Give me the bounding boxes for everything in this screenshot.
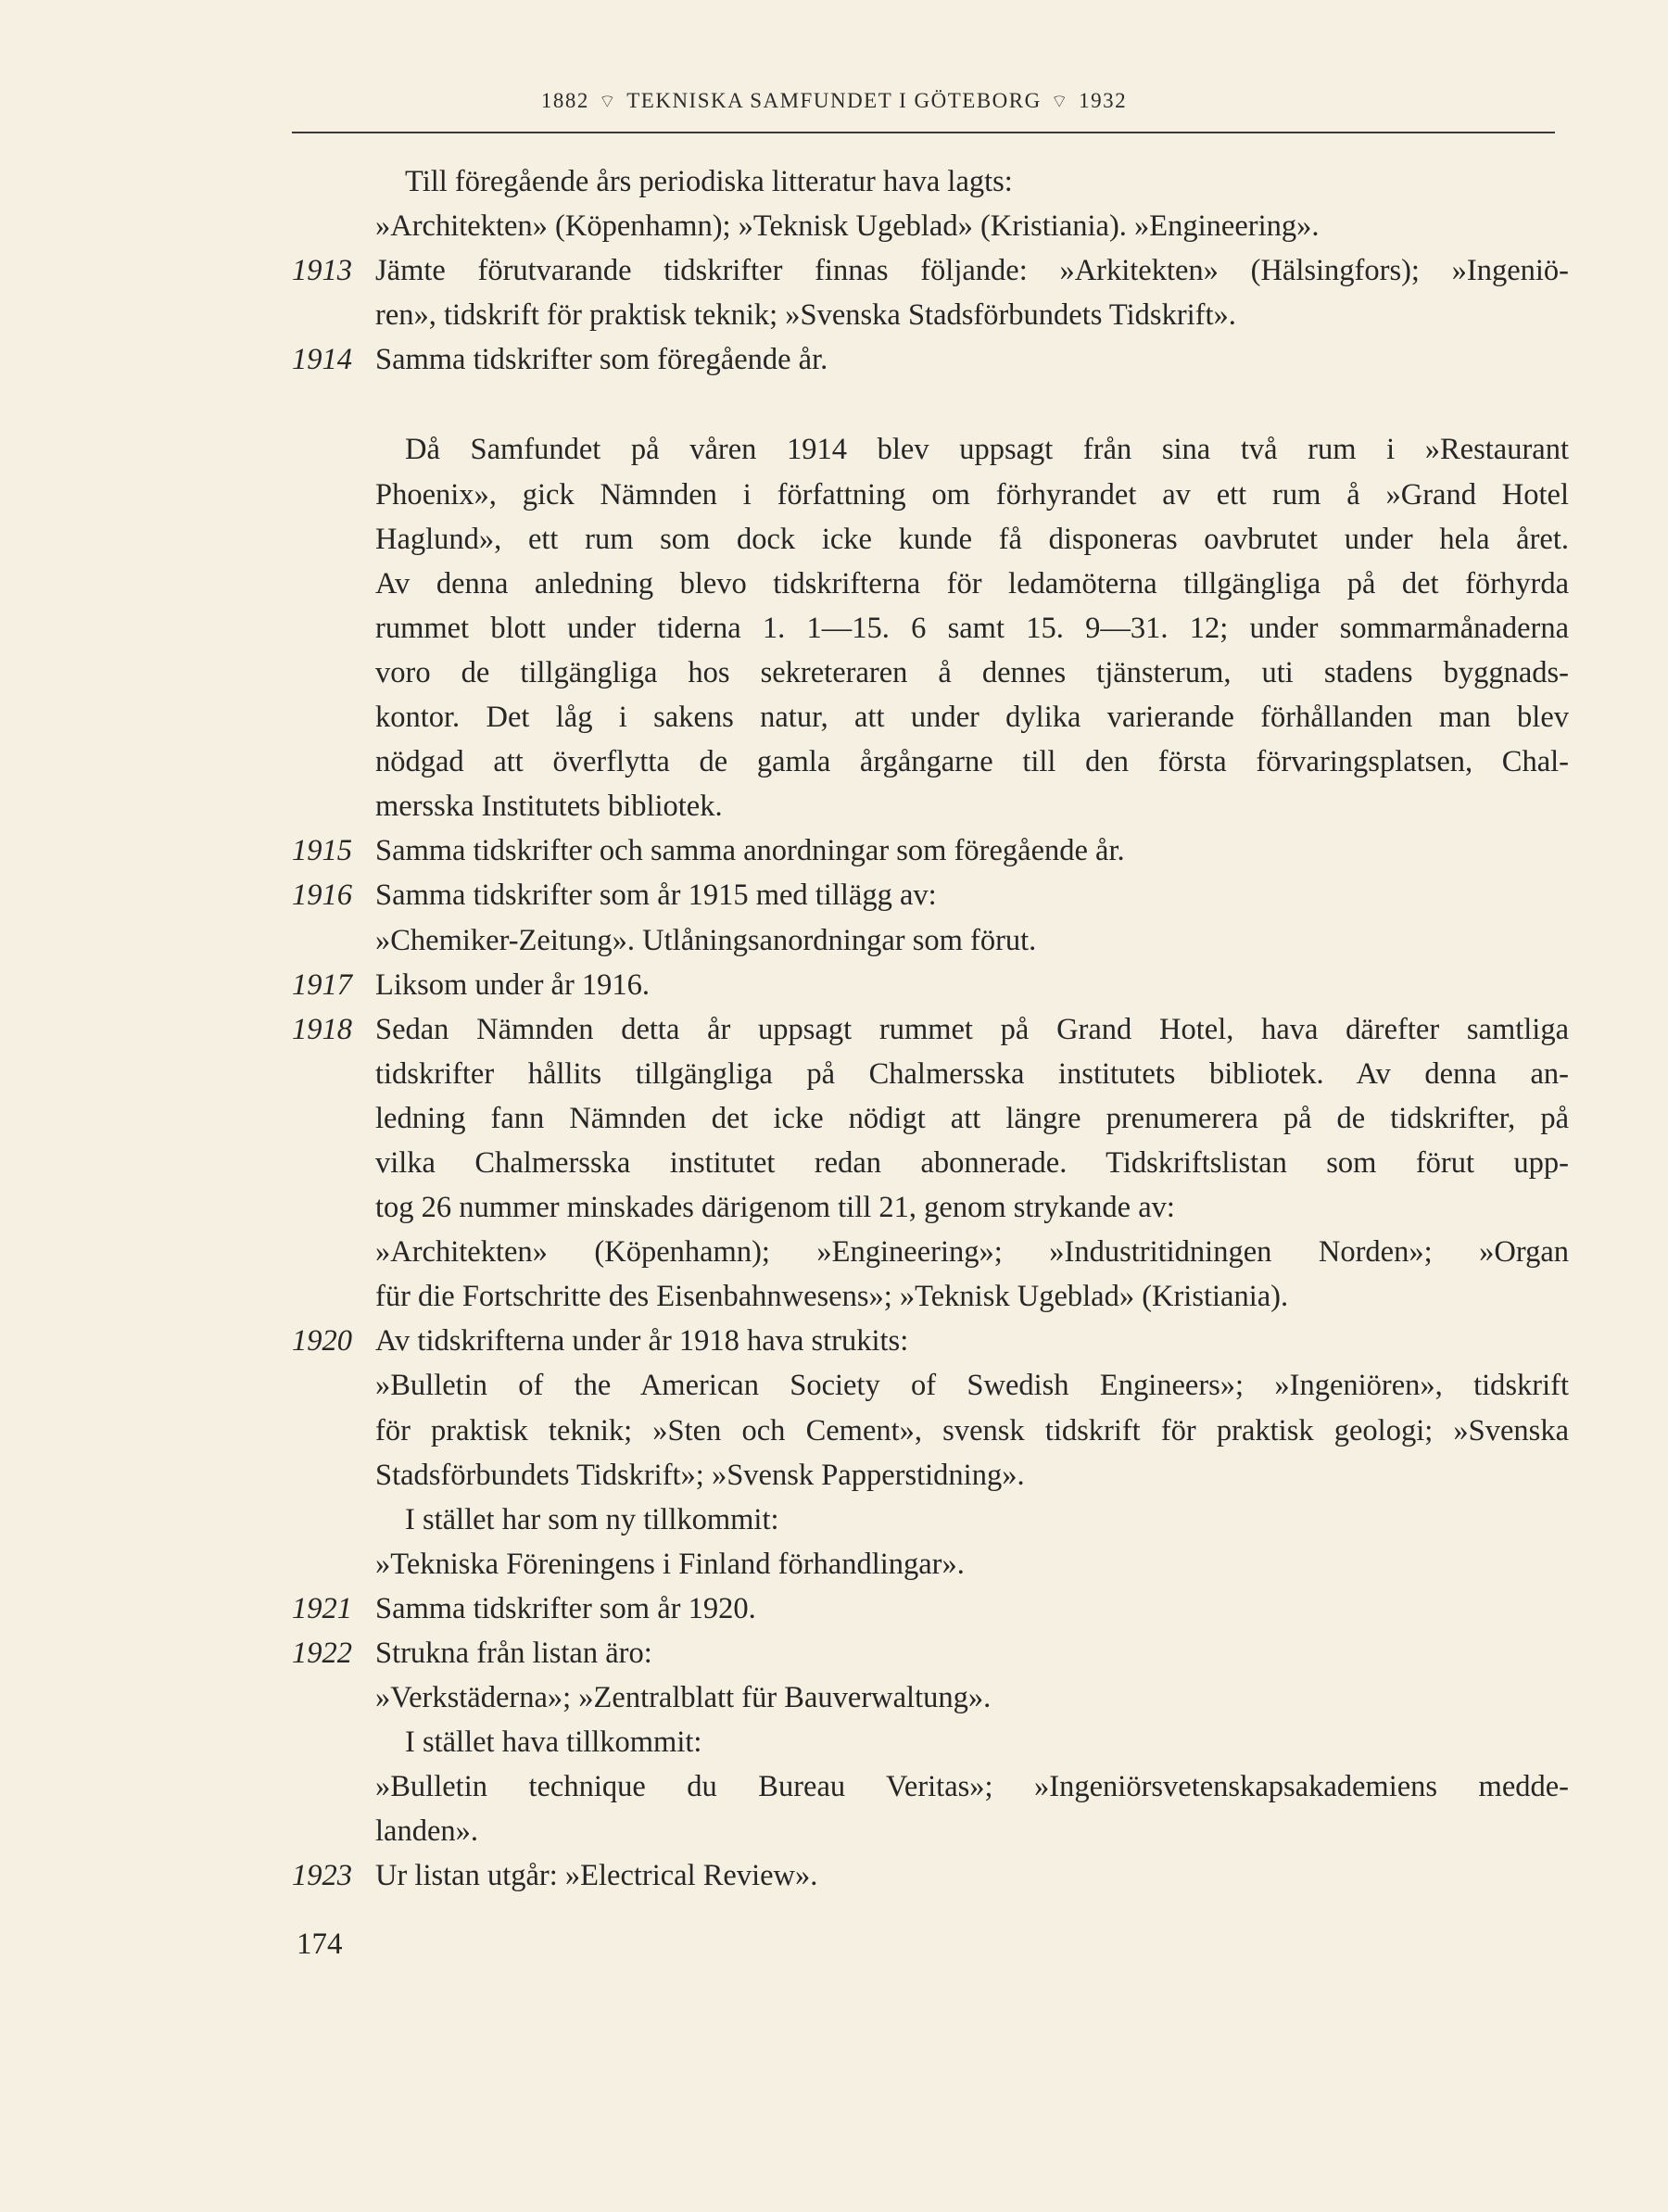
text-line (292, 1809, 1569, 1853)
text-line (292, 695, 1569, 739)
text-line (292, 1185, 1569, 1230)
ornament-icon: ⌔ (1050, 92, 1070, 112)
line-text: mersska Institutets bibliotek. (375, 790, 723, 824)
line-text: voro de tillgängliga hos sekreteraren å dennes tjänsterum, uti stadens byggnads- (375, 655, 1569, 689)
ornament-icon: ⌔ (598, 92, 618, 112)
year-marker: 1916 (292, 878, 352, 913)
line-text: tidskrifter hållits tillgängliga på Chalmersska institutets bibliotek. Av denna an- (375, 1056, 1569, 1091)
header-year-start: 1882 (540, 89, 589, 112)
header-year-end: 1932 (1079, 89, 1128, 112)
line-text: I stället hava tillkommit: (405, 1725, 702, 1760)
text-line (292, 473, 1569, 517)
text-line (292, 963, 1569, 1007)
line-text: Samma tidskrifter och samma anordningar som föregående år. (375, 834, 1125, 868)
text-line (292, 1453, 1569, 1498)
text-line (292, 1230, 1569, 1274)
line-text: ledning fann Nämnden det icke nödigt att längre prenumerera på de tidskrifter, på (375, 1101, 1569, 1135)
text-line (292, 1096, 1569, 1141)
text-line (292, 828, 1569, 873)
text-line (292, 1675, 1569, 1720)
text-line (292, 651, 1569, 695)
text-line (292, 562, 1569, 606)
header-title: TEKNISKA SAMFUNDET I GÖTEBORG (626, 89, 1042, 112)
line-text: »Bulletin of the American Society of Swedish Engineers»; »Ingeniören», tidskrift (375, 1369, 1569, 1403)
year-marker: 1918 (292, 1012, 352, 1046)
line-text: ren», tidskrift för praktisk teknik; »Svenska Stadsförbundets Tidskrift». (375, 298, 1236, 333)
page-number: 174 (297, 1928, 343, 1961)
line-text: kontor. Det låg i sakens natur, att under dylika varierande förhållanden man blev (375, 701, 1569, 735)
text-line (292, 1007, 1569, 1052)
text-body (292, 159, 1569, 1899)
line-text: rummet blott under tiderna 1. 1—15. 6 samt 15. 9—31. 12; under sommarmånaderna (375, 611, 1569, 645)
text-line (292, 739, 1569, 784)
text-line (292, 606, 1569, 651)
line-text: »Architekten» (Köpenhamn); »Engineering»; »Industritidningen Norden»; »Organ (375, 1235, 1569, 1270)
line-text: för praktisk teknik; »Sten och Cement», svensk tidskrift för praktisk geologi; »Svenska (375, 1413, 1569, 1447)
paragraph-gap (292, 382, 1569, 427)
line-text: Av tidskrifterna under år 1918 hava strukits: (375, 1324, 909, 1359)
line-text: Samma tidskrifter som år 1915 med tillägg av: (375, 878, 937, 913)
line-text: Samma tidskrifter som år 1920. (375, 1591, 756, 1625)
line-text: Haglund», ett rum som dock icke kunde få disponeras oavbrutet under hela året. (375, 522, 1569, 556)
line-text: Ur listan utgår: »Electrical Review». (375, 1859, 818, 1893)
line-text: für die Fortschritte des Eisenbahnwesens»; »Teknisk Ugeblad» (Kristiania). (375, 1280, 1289, 1314)
line-text: »Bulletin technique du Bureau Veritas»; »Ingeniörsvetenskapsakademiens medde- (375, 1770, 1569, 1804)
text-line (292, 1319, 1569, 1363)
text-line (292, 248, 1569, 293)
text-line (292, 1853, 1569, 1898)
text-line (292, 159, 1569, 204)
line-text: Samma tidskrifter som föregående år. (375, 343, 828, 377)
line-text: Stadsförbundets Tidskrift»; »Svensk Papperstidning». (375, 1458, 1025, 1492)
text-line (292, 517, 1569, 562)
line-text: »Verkstäderna»; »Zentralblatt für Bauverwaltung». (375, 1681, 992, 1715)
text-line (292, 427, 1569, 472)
text-line (292, 204, 1569, 248)
year-marker: 1917 (292, 967, 352, 1002)
text-line (292, 1274, 1569, 1319)
year-marker: 1923 (292, 1859, 352, 1893)
year-marker: 1913 (292, 254, 352, 288)
line-text: nödgad att överflytta de gamla årgångarne till den första förvaringsplatsen, Chal- (375, 745, 1569, 779)
line-text: Sedan Nämnden detta år uppsagt rummet på Grand Hotel, hava därefter samtliga (375, 1012, 1569, 1046)
line-text: »Chemiker-Zeitung». Utlåningsanordningar som förut. (375, 923, 1037, 957)
text-line (292, 293, 1569, 337)
running-header (0, 89, 1668, 113)
text-line (292, 1631, 1569, 1675)
header-rule (292, 132, 1555, 133)
line-text: Phoenix», gick Nämnden i författning om förhyrandet av ett rum å »Grand Hotel (375, 477, 1569, 512)
year-marker: 1914 (292, 343, 352, 377)
line-text: »Architekten» (Köpenhamn); »Teknisk Ugeblad» (Kristiania). »Engineering». (375, 209, 1320, 244)
line-text: Jämte förutvarande tidskrifter finnas följande: »Arkitekten» (Hälsingfors); »Ingeniö- (375, 254, 1569, 288)
year-marker: 1921 (292, 1591, 352, 1625)
year-marker: 1920 (292, 1324, 352, 1359)
year-marker: 1915 (292, 834, 352, 868)
text-line (292, 1363, 1569, 1408)
text-line (292, 1586, 1569, 1631)
text-line (292, 873, 1569, 917)
line-text: Liksom under år 1916. (375, 967, 651, 1002)
text-line (292, 1409, 1569, 1453)
line-text: Till föregående års periodiska litteratur hava lagts: (405, 165, 1013, 198)
text-line (292, 1764, 1569, 1809)
text-line (292, 1542, 1569, 1586)
text-line (292, 1141, 1569, 1185)
line-text: Strukna från listan äro: (375, 1637, 652, 1670)
text-line (292, 918, 1569, 963)
line-text: tog 26 nummer minskades därigenom till 21, genom strykande av: (375, 1191, 1175, 1225)
text-line (292, 337, 1569, 382)
line-text: I stället har som ny tillkommit: (405, 1502, 779, 1536)
text-line (292, 784, 1569, 828)
year-marker: 1922 (292, 1637, 352, 1670)
text-line (292, 1498, 1569, 1542)
text-line (292, 1720, 1569, 1764)
line-text: Av denna anledning blevo tidskrifterna för ledamöterna tillgängliga på det förhyrda (375, 566, 1569, 600)
line-text: landen». (375, 1814, 479, 1849)
line-text: vilka Chalmersska institutet redan abonnerade. Tidskriftslistan som förut upp- (375, 1145, 1569, 1180)
line-text: »Tekniska Föreningens i Finland förhandlingar». (375, 1547, 965, 1581)
line-text: Då Samfundet på våren 1914 blev uppsagt från sina två rum i »Restaurant (405, 433, 1569, 467)
text-line (292, 1052, 1569, 1096)
